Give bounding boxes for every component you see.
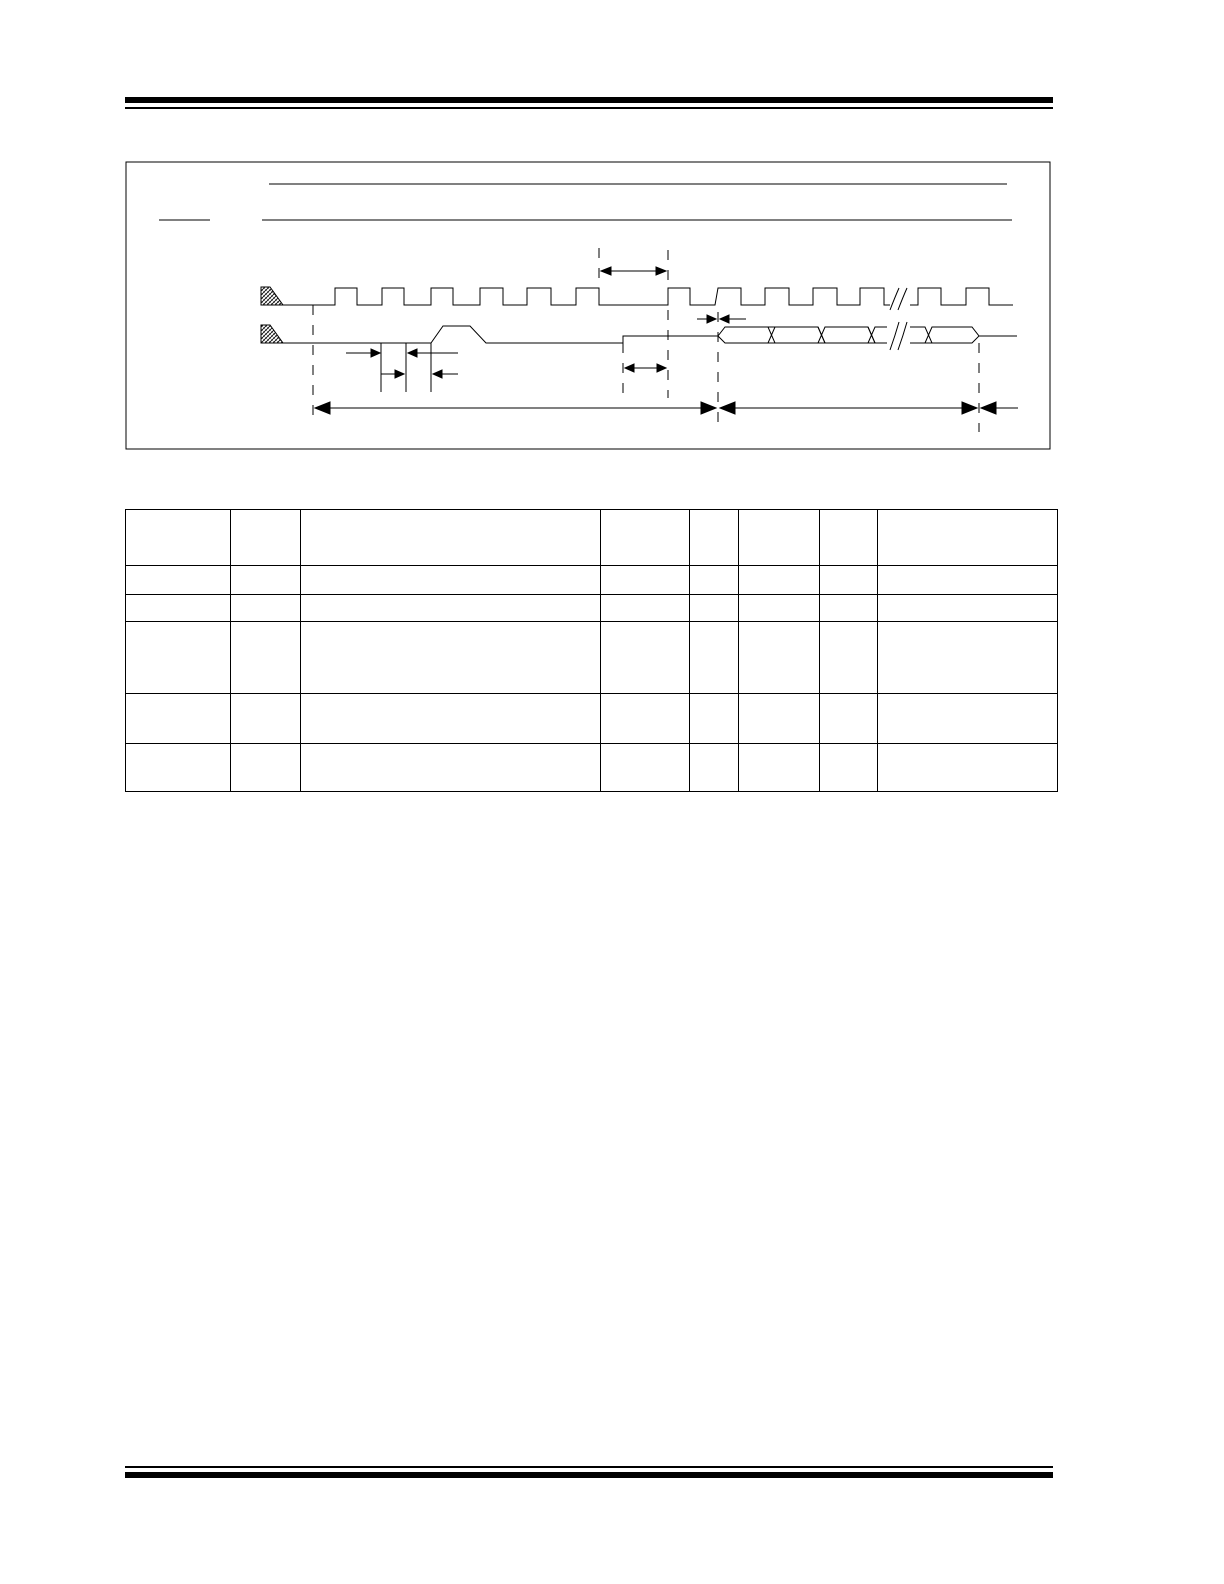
table-cell	[126, 510, 231, 566]
table-cell	[601, 622, 690, 693]
table-cell	[878, 743, 1058, 791]
table-row	[126, 595, 1058, 622]
table-cell	[690, 743, 739, 791]
data-waveform	[283, 322, 1017, 350]
table-cell	[820, 510, 878, 566]
table-cell	[878, 693, 1058, 743]
reference-dashed-lines	[313, 248, 979, 432]
table-cell	[820, 693, 878, 743]
table-cell	[739, 595, 820, 622]
table-cell	[820, 566, 878, 595]
table-cell	[820, 595, 878, 622]
table-row	[126, 693, 1058, 743]
table-cell	[231, 510, 301, 566]
footer-rule-thin	[125, 1466, 1053, 1468]
table-cell	[878, 566, 1058, 595]
timing-diagram-figure	[0, 0, 1224, 500]
table-header-row	[126, 510, 1058, 566]
table-cell	[878, 622, 1058, 693]
table-cell	[126, 693, 231, 743]
timing-arrows	[315, 267, 1018, 414]
table-cell	[601, 595, 690, 622]
hatched-flag-icon	[261, 325, 283, 343]
table-row	[126, 566, 1058, 595]
table-cell	[231, 693, 301, 743]
table-cell	[878, 510, 1058, 566]
table-cell	[301, 566, 601, 595]
table-cell	[301, 595, 601, 622]
table-cell	[601, 510, 690, 566]
table-cell	[690, 566, 739, 595]
table-cell	[739, 566, 820, 595]
footer-rule-thick	[125, 1472, 1053, 1478]
table-cell	[301, 510, 601, 566]
table-cell	[820, 622, 878, 693]
table-cell	[690, 510, 739, 566]
table-cell	[739, 693, 820, 743]
table-cell	[126, 595, 231, 622]
table-cell	[601, 693, 690, 743]
table-cell	[301, 693, 601, 743]
clock-waveform	[283, 288, 1013, 310]
table-cell	[690, 595, 739, 622]
parameter-table	[125, 509, 1058, 792]
table-cell	[878, 595, 1058, 622]
table-cell	[820, 743, 878, 791]
table-cell	[231, 595, 301, 622]
table-row	[126, 743, 1058, 791]
table-cell	[690, 622, 739, 693]
table-cell	[126, 622, 231, 693]
table-cell	[690, 693, 739, 743]
table-cell	[126, 743, 231, 791]
table-cell	[231, 622, 301, 693]
table-cell	[231, 566, 301, 595]
table-cell	[601, 743, 690, 791]
hatched-flag-icon	[261, 287, 283, 305]
table-row	[126, 622, 1058, 693]
table-cell	[739, 622, 820, 693]
table-cell	[301, 622, 601, 693]
table-cell	[739, 510, 820, 566]
table-cell	[739, 743, 820, 791]
table-cell	[126, 566, 231, 595]
timing-ticks	[381, 343, 431, 392]
table-cell	[601, 566, 690, 595]
table-cell	[301, 743, 601, 791]
table-cell	[231, 743, 301, 791]
